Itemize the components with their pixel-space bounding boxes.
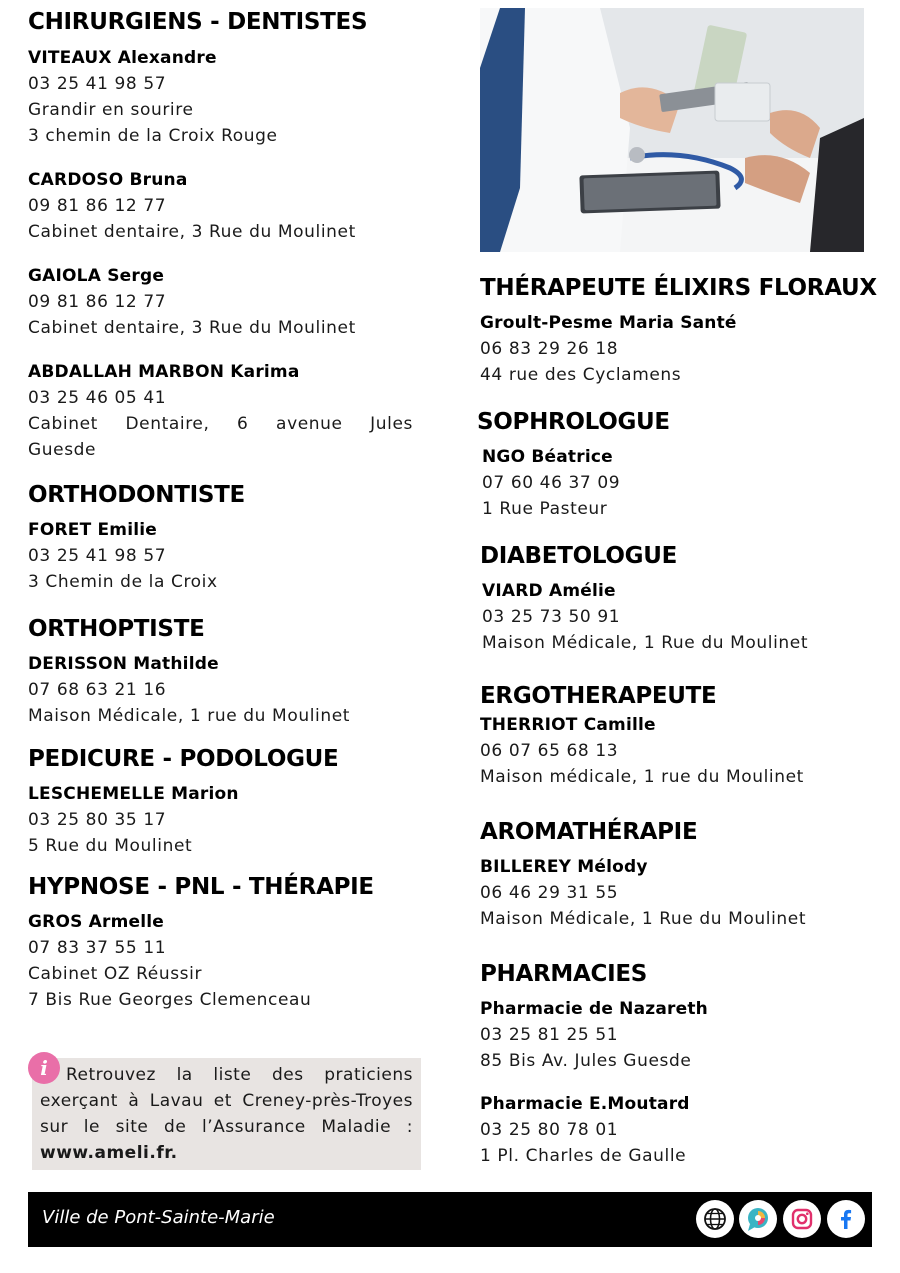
address: 5 Rue du Moulinet: [28, 836, 193, 856]
phone: 03 25 41 98 57: [28, 546, 167, 566]
list-item: [28, 45, 413, 149]
practitioner-name: LESCHEMELLE Marion: [28, 784, 239, 804]
phone: 03 25 41 98 57: [28, 74, 167, 94]
section-title: SOPHROLOGUE: [477, 409, 670, 435]
phone: 06 07 65 68 13: [480, 741, 619, 761]
pharmacy-name: Pharmacie de Nazareth: [480, 999, 708, 1019]
list-item: [28, 359, 413, 463]
list-item: [482, 578, 880, 656]
address: 3 Chemin de la Croix: [28, 572, 218, 592]
practitioner-name: ABDALLAH MARBON Karima: [28, 362, 300, 382]
list-item: [28, 517, 413, 595]
instagram-icon[interactable]: [783, 1200, 821, 1238]
list-item: [480, 996, 880, 1074]
address: 7 Bis Rue Georges Clemenceau: [28, 990, 312, 1010]
facebook-icon[interactable]: [827, 1200, 865, 1238]
section-title: ORTHODONTISTE: [28, 482, 245, 508]
practice-name: Cabinet OZ Réussir: [28, 964, 203, 984]
section-ergotherapeute: [480, 682, 880, 790]
practitioner-name: FORET Emilie: [28, 520, 158, 540]
phone: 07 83 37 55 11: [28, 938, 167, 958]
list-item: [28, 263, 413, 341]
practitioner-name: VITEAUX Alexandre: [28, 48, 217, 68]
list-item: [28, 651, 413, 729]
info-icon: i: [28, 1052, 60, 1084]
list-item: [28, 781, 413, 859]
section-title: ORTHOPTISTE: [28, 616, 205, 642]
practitioner-name: DERISSON Mathilde: [28, 654, 219, 674]
address: 1 Pl. Charles de Gaulle: [480, 1146, 687, 1166]
practitioner-name: CARDOSO Bruna: [28, 170, 188, 190]
consultation-illustration: [480, 8, 864, 252]
section-aromatherapie: [480, 818, 880, 932]
section-sophrologue: [477, 408, 880, 522]
section-chirurgiens-dentistes: [28, 8, 413, 463]
practitioner-name: Groult-Pesme Maria Santé: [480, 313, 737, 333]
address: 1 Rue Pasteur: [482, 499, 608, 519]
section-orthoptiste: [28, 615, 413, 729]
info-message: Retrouvez la liste des praticiens exerçant à Lavau et Creney-près-Troyes sur le site de l’Assurance Maladie :: [40, 1065, 413, 1137]
section-diabetologue: [480, 542, 880, 656]
address: Cabinet Dentaire, 6 avenue Jules Guesde: [28, 414, 413, 460]
ameli-link[interactable]: www.ameli.fr.: [40, 1143, 178, 1163]
list-item: [480, 310, 880, 388]
section-title: THÉRAPEUTE ÉLIXIRS FLORAUX: [480, 275, 877, 301]
practitioner-name: THERRIOT Camille: [480, 715, 656, 735]
list-item: [480, 854, 880, 932]
address: Cabinet dentaire, 3 Rue du Moulinet: [28, 222, 356, 242]
list-item: [28, 909, 413, 1013]
pharmacy-name: Pharmacie E.Moutard: [480, 1094, 690, 1114]
list-item: [28, 167, 413, 245]
section-orthodontiste: [28, 481, 413, 595]
list-item: [480, 712, 880, 790]
footer-bar: [28, 1192, 872, 1247]
section-title: CHIRURGIENS - DENTISTES: [28, 9, 368, 35]
practitioner-name: GAIOLA Serge: [28, 266, 165, 286]
footer-town-name: Ville de Pont-Sainte-Marie: [42, 1207, 275, 1228]
phone: 07 60 46 37 09: [482, 473, 621, 493]
phone: 03 25 80 78 01: [480, 1120, 619, 1140]
info-text: [40, 1062, 413, 1166]
info-box: [32, 1058, 421, 1170]
address: 3 chemin de la Croix Rouge: [28, 126, 278, 146]
section-title: HYPNOSE - PNL - THÉRAPIE: [28, 874, 374, 900]
globe-icon[interactable]: [696, 1200, 734, 1238]
section-therapeute-elixirs-floraux: [480, 274, 880, 388]
address: Maison Médicale, 1 rue du Moulinet: [28, 706, 351, 726]
phone: 03 25 80 35 17: [28, 810, 167, 830]
practice-name: Grandir en sourire: [28, 100, 194, 120]
section-hypnose-pnl-therapie: [28, 873, 413, 1013]
phone: 07 68 63 21 16: [28, 680, 167, 700]
address: Cabinet dentaire, 3 Rue du Moulinet: [28, 318, 356, 338]
practitioner-name: NGO Béatrice: [482, 447, 613, 467]
doctor-consultation-photo: [480, 8, 864, 252]
left-column: [28, 8, 413, 1013]
section-title: PEDICURE - PODOLOGUE: [28, 746, 339, 772]
phone: 03 25 81 25 51: [480, 1025, 619, 1045]
practitioner-name: GROS Armelle: [28, 912, 165, 932]
section-pharmacies: [480, 960, 880, 1169]
address: 85 Bis Av. Jules Guesde: [480, 1051, 692, 1071]
section-title: AROMATHÉRAPIE: [480, 819, 698, 845]
right-column: [477, 8, 880, 1169]
section-title: DIABETOLOGUE: [480, 543, 677, 569]
list-item: [482, 444, 880, 522]
address: Maison Médicale, 1 Rue du Moulinet: [482, 633, 809, 653]
section-title: PHARMACIES: [480, 961, 648, 987]
phone: 03 25 46 05 41: [28, 388, 167, 408]
phone: 06 46 29 31 55: [480, 883, 619, 903]
list-item: [480, 1091, 880, 1169]
section-title: ERGOTHERAPEUTE: [480, 683, 717, 709]
section-pedicure-podologue: [28, 745, 413, 859]
phone: 09 81 86 12 77: [28, 292, 167, 312]
practitioner-name: VIARD Amélie: [482, 581, 616, 601]
address: 44 rue des Cyclamens: [480, 365, 682, 385]
chat-icon[interactable]: [739, 1200, 777, 1238]
phone: 09 81 86 12 77: [28, 196, 167, 216]
practitioner-name: BILLEREY Mélody: [480, 857, 648, 877]
phone: 06 83 29 26 18: [480, 339, 619, 359]
address: Maison médicale, 1 rue du Moulinet: [480, 767, 804, 787]
address: Maison Médicale, 1 Rue du Moulinet: [480, 909, 807, 929]
phone: 03 25 73 50 91: [482, 607, 621, 627]
